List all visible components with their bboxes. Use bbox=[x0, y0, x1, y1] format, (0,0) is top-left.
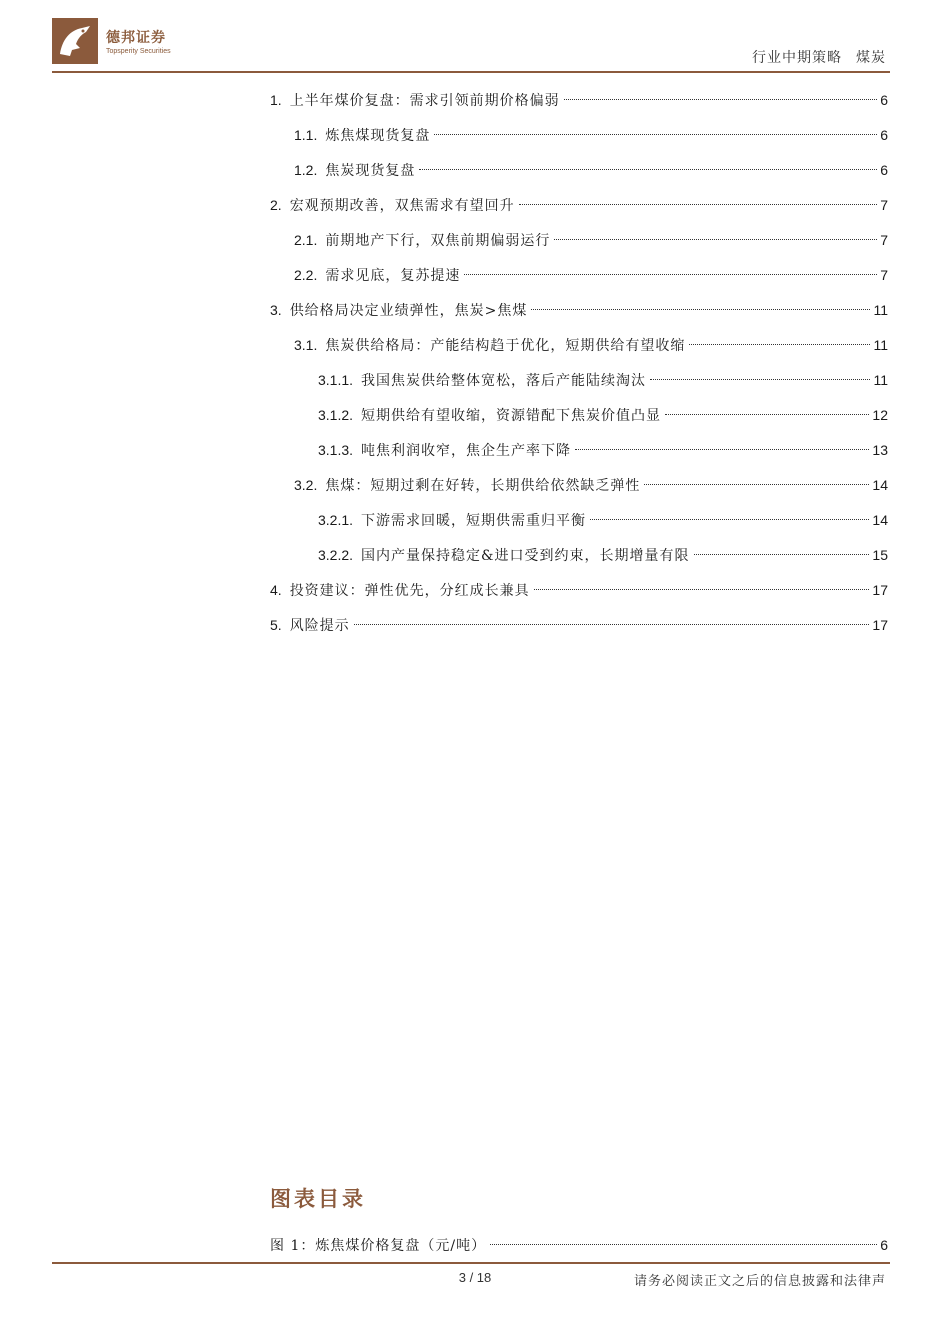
toc-entry[interactable] bbox=[270, 263, 888, 298]
toc-leader-dots bbox=[464, 274, 877, 275]
toc-entry-number: 3. bbox=[270, 302, 282, 318]
toc-leader-dots bbox=[575, 449, 869, 450]
footer-divider bbox=[52, 1262, 890, 1264]
toc-entry-number: 2.2. bbox=[294, 267, 318, 283]
toc-entry-title: 炼焦煤现货复盘 bbox=[325, 128, 431, 144]
toc-entry-number: 1.1. bbox=[294, 127, 318, 143]
toc-entry-page: 6 bbox=[880, 127, 888, 143]
toc-entry[interactable] bbox=[270, 438, 888, 473]
toc-leader-dots bbox=[434, 134, 877, 135]
toc-entry[interactable] bbox=[270, 193, 888, 228]
toc-entry-title: 供给格局决定业绩弹性，焦炭>焦煤 bbox=[289, 303, 528, 319]
toc-leader-dots bbox=[644, 484, 869, 485]
toc-entry[interactable] bbox=[270, 473, 888, 508]
figure-entry-page: 6 bbox=[880, 1237, 888, 1253]
toc-entry-title: 焦炭供给格局：产能结构趋于优化，短期供给有望收缩 bbox=[325, 338, 686, 354]
toc-entry-page: 7 bbox=[880, 267, 888, 283]
toc-entry-number: 5. bbox=[270, 617, 282, 633]
figure-entry[interactable] bbox=[270, 1233, 888, 1258]
toc-entry-number: 3.2. bbox=[294, 477, 318, 493]
table-of-contents bbox=[270, 88, 888, 648]
toc-entry[interactable] bbox=[270, 123, 888, 158]
disclaimer-note: 请务必阅读正文之后的信息披露和法律声 bbox=[633, 1274, 886, 1289]
toc-entry-page: 6 bbox=[880, 162, 888, 178]
toc-entry[interactable] bbox=[270, 543, 888, 578]
toc-entry-title: 我国焦炭供给整体宽松，落后产能陆续淘汰 bbox=[361, 373, 647, 389]
toc-entry-title: 焦炭现货复盘 bbox=[325, 163, 416, 179]
toc-entry-title: 短期供给有望收缩，资源错配下焦炭价值凸显 bbox=[361, 408, 662, 424]
toc-entry-title: 需求见底，复苏提速 bbox=[325, 268, 461, 284]
toc-entry[interactable] bbox=[270, 158, 888, 193]
toc-leader-dots bbox=[564, 99, 878, 100]
toc-entry-title: 焦煤：短期过剩在好转，长期供给依然缺乏弹性 bbox=[325, 478, 641, 494]
report-type: 行业中期策略 bbox=[752, 50, 842, 66]
toc-entry-number: 3.2.1. bbox=[318, 512, 354, 528]
figure-toc-heading: 图表目录 bbox=[270, 1186, 366, 1211]
toc-entry-number: 1.2. bbox=[294, 162, 318, 178]
figure-entry-title: 图 1：炼焦煤价格复盘（元/吨） bbox=[270, 1238, 487, 1254]
toc-leader-dots bbox=[689, 344, 870, 345]
toc-leader-dots bbox=[694, 554, 870, 555]
figure-list bbox=[270, 1233, 888, 1258]
toc-entry[interactable] bbox=[270, 88, 888, 123]
toc-leader-dots bbox=[590, 519, 869, 520]
toc-entry-page: 13 bbox=[872, 442, 888, 458]
toc-entry-title: 投资建议：弹性优先，分红成长兼具 bbox=[289, 583, 530, 599]
toc-entry-page: 14 bbox=[872, 477, 888, 493]
toc-leader-dots bbox=[531, 309, 870, 310]
toc-entry-page: 15 bbox=[872, 547, 888, 563]
toc-entry-number: 1. bbox=[270, 92, 282, 108]
toc-entry-title: 宏观预期改善，双焦需求有望回升 bbox=[289, 198, 515, 214]
toc-entry-page: 6 bbox=[880, 92, 888, 108]
toc-entry-title: 前期地产下行，双焦前期偏弱运行 bbox=[325, 233, 551, 249]
toc-entry[interactable] bbox=[270, 403, 888, 438]
logo-name-en: Topsperity Securities bbox=[106, 48, 171, 55]
toc-entry-page: 11 bbox=[873, 302, 888, 318]
toc-entry-number: 3.1.1. bbox=[318, 372, 354, 388]
toc-entry-number: 3.2.2. bbox=[318, 547, 354, 563]
toc-entry-page: 11 bbox=[873, 372, 888, 388]
toc-leader-dots bbox=[554, 239, 877, 240]
toc-entry-page: 7 bbox=[880, 232, 888, 248]
page-header bbox=[0, 0, 950, 75]
toc-entry-number: 2. bbox=[270, 197, 282, 213]
figure-leader-dots bbox=[490, 1244, 877, 1245]
toc-entry-title: 下游需求回暖，短期供需重归平衡 bbox=[361, 513, 587, 529]
toc-entry[interactable] bbox=[270, 613, 888, 648]
industry-name: 煤炭 bbox=[856, 50, 886, 66]
toc-entry-page: 17 bbox=[872, 582, 888, 598]
toc-entry-number: 3.1.3. bbox=[318, 442, 354, 458]
toc-entry-title: 上半年煤价复盘：需求引领前期价格偏弱 bbox=[289, 93, 560, 109]
header-report-info bbox=[738, 47, 886, 67]
page-number: 3 / 18 bbox=[458, 1270, 492, 1285]
toc-leader-dots bbox=[650, 379, 870, 380]
logo-mark-icon bbox=[52, 18, 98, 64]
toc-entry-page: 14 bbox=[872, 512, 888, 528]
toc-entry-page: 12 bbox=[872, 407, 888, 423]
toc-leader-dots bbox=[519, 204, 878, 205]
toc-leader-dots bbox=[534, 589, 870, 590]
toc-entry[interactable] bbox=[270, 578, 888, 613]
toc-entry-page: 7 bbox=[880, 197, 888, 213]
toc-entry-number: 3.1. bbox=[294, 337, 318, 353]
toc-entry-number: 2.1. bbox=[294, 232, 318, 248]
toc-leader-dots bbox=[665, 414, 869, 415]
toc-entry[interactable] bbox=[270, 298, 888, 333]
toc-leader-dots bbox=[354, 624, 870, 625]
toc-entry-title: 风险提示 bbox=[289, 618, 350, 634]
toc-entry-number: 3.1.2. bbox=[318, 407, 354, 423]
toc-leader-dots bbox=[419, 169, 877, 170]
logo-name-cn: 德邦证券 bbox=[106, 30, 166, 46]
toc-entry-number: 4. bbox=[270, 582, 282, 598]
toc-entry[interactable] bbox=[270, 508, 888, 543]
header-divider bbox=[52, 71, 890, 73]
company-logo bbox=[52, 18, 171, 64]
toc-entry-title: 吨焦利润收窄，焦企生产率下降 bbox=[361, 443, 572, 459]
toc-entry-page: 11 bbox=[873, 337, 888, 353]
toc-entry-title: 国内产量保持稳定&进口受到约束，长期增量有限 bbox=[361, 548, 690, 564]
toc-entry[interactable] bbox=[270, 368, 888, 403]
toc-entry-page: 17 bbox=[872, 617, 888, 633]
toc-entry[interactable] bbox=[270, 333, 888, 368]
toc-entry[interactable] bbox=[270, 228, 888, 263]
